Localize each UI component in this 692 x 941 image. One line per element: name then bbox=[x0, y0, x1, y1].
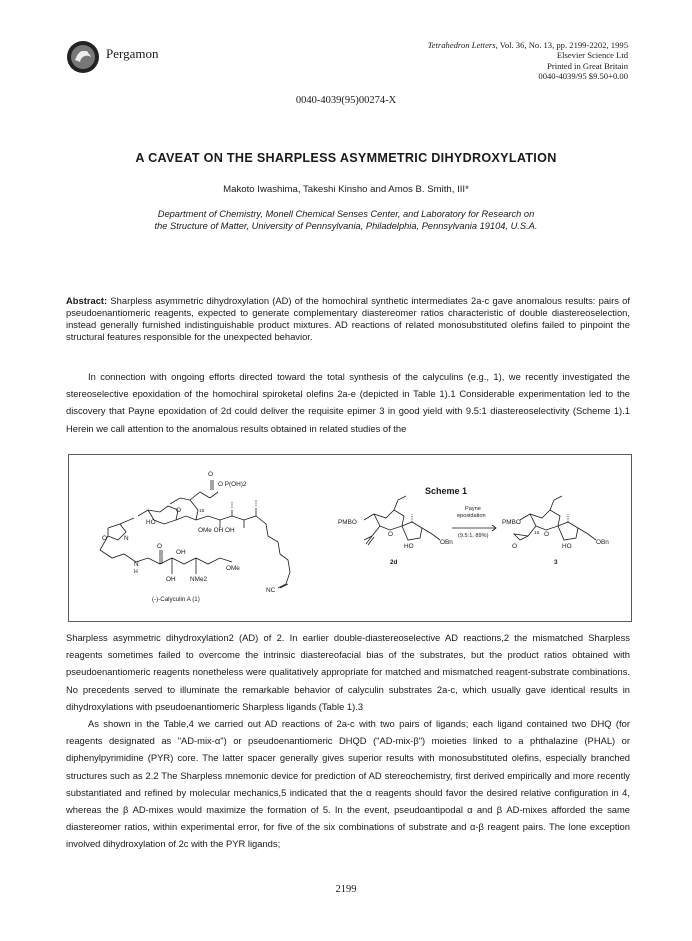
label-ho: HO bbox=[146, 519, 156, 526]
label-amide-h: H bbox=[134, 569, 138, 575]
reagent-line-3: (9.5:1, 89%) bbox=[458, 533, 489, 539]
structure-3-drawing bbox=[514, 496, 596, 540]
label-oxo: O bbox=[208, 471, 213, 478]
reagent-line-1: Payne bbox=[465, 506, 481, 512]
calyculin-atom-labels bbox=[102, 471, 276, 594]
copyright-line: Elsevier Science Ltd bbox=[556, 50, 628, 61]
author-list: Makoto Iwashima, Takeshi Kinsho and Amos B. Smith, III* bbox=[223, 184, 469, 195]
chemical-structures-figure bbox=[68, 454, 632, 622]
label-o-2d: O bbox=[388, 531, 393, 538]
affiliation-line-2: the Structure of Matter, University of Pennsylvania, Philadelphia, Pennsylvania 19104, U.S.A. bbox=[154, 221, 538, 231]
journal-name: Tetrahedron Letters bbox=[427, 40, 496, 50]
label-compound-3: 3 bbox=[554, 559, 558, 566]
doi-code: 0040-4039(95)00274-X bbox=[295, 95, 397, 106]
printed-line: Printed in Great Britain bbox=[547, 60, 628, 71]
label-pmbo-2d: PMBO bbox=[338, 519, 357, 526]
issn-line: 0040-4039/95 $9.50+0.00 bbox=[538, 71, 628, 82]
structure-3-labels bbox=[502, 519, 609, 566]
abstract-label: Abstract: bbox=[66, 295, 108, 306]
label-phosphate: O P(OH)2 bbox=[218, 481, 247, 488]
reagent-line-2: epoxidation bbox=[457, 513, 486, 519]
affiliation-line-1: Department of Chemistry, Monell Chemical Senses Center, and Laboratory for Research on bbox=[157, 209, 535, 219]
label-oxazole-o: O bbox=[102, 535, 107, 542]
body-section bbox=[66, 629, 630, 853]
label-ome-oh-oh: OMe OH OH bbox=[198, 527, 235, 534]
body-paragraph-1: Sharpless asymmetric dihydroxylation2 (AD) of 2. In earlier double-diastereoselective AD reactions,2 the mismatched Sharpless reagents sometimes failed to overcome the intrinsic diastereofacial bias of the substrates, but the product ratios obtained with pseudoenantiomeric reagents nonetheless were qualitatively appropriate for matched and mismatched reagent-substrate combinations. No precedents served to illuminate the remarkable behavior of calyculin substrates 2a-c, which usually gave identical results in dihydroxylations with pseudoenantiomeric Sharpless ligands (Table 1).3 bbox=[66, 632, 630, 712]
body-paragraph-2: As shown in the Table,4 we carried out AD reactions of 2a-c with two pairs of ligands; each ligand contained two DHQ (for reagents designated as "AD-mix-α") or pseudoenantiomeric DHQD ("AD-mix-β") moieties linked to a phthalazine (PHAL) or diphenylpyrimidine (PYR) core. The latter spacer generally gives superior results with monosubstituted olefins, especially branched structures such as 2.2 The Sharpless mnemonic device for prediction of AD stereochemistry, first derived empirically and more recently substantiated and refined by molecular mechanics,5 indicated that the α reagents should favor the desired relative configuration in 4, whereas the β AD-mixes would maximize the formation of 5. In the event, pseudoantipodal α and β AD-mixes afforded the same diastereomer ratios, within experimental error, for five of the six combinations of substrate and α-β reagent pairs. The lone exception involved dihydroxylation of 2c with the PYR ligands; bbox=[66, 718, 630, 850]
label-ring-o: O bbox=[176, 507, 181, 514]
label-obn-3: OBn bbox=[596, 539, 609, 546]
calyculin-structure-drawing bbox=[100, 480, 290, 588]
label-ho-2d: HO bbox=[404, 543, 414, 550]
abstract-text: Sharpless asymmetric dihydroxylation (AD) of the homochiral synthetic intermediates 2a-c gave anomalous results: pairs of pseudoenantiomeric reagents, expected to generate complementary diastereomer ratios characteristic of double diastereoselection, instead generally furnished indistinguishable product mixtures. AD reactions of related monosubstituted olefins failed to pinpoint the structural features responsible for the unexpected behavior. bbox=[66, 295, 631, 342]
label-pmbo-3: PMBO bbox=[502, 519, 521, 526]
structure-2d-labels bbox=[338, 519, 453, 566]
affiliation bbox=[80, 208, 612, 232]
abstract bbox=[66, 295, 630, 343]
label-amide-n: N bbox=[134, 561, 139, 568]
label-obn-2d: OBn bbox=[440, 539, 453, 546]
intro-section bbox=[66, 368, 630, 437]
journal-volume: , Vol. 36, No. 13, pp. 2199-2202, 1995 bbox=[495, 40, 628, 50]
label-compound-2d: 2d bbox=[390, 559, 398, 566]
compound-name: (-)-Calyculin A (1) bbox=[152, 596, 200, 603]
label-o-3: O bbox=[544, 531, 549, 538]
intro-paragraph: In connection with ongoing efforts directed toward the total synthesis of the calyculins (e.g., 1), we recently investigated the stereoselective epoxidation of the homochiral spiroketal olefins 2a-e (depicted in Table 1).1 Considerable experimentation led to the discovery that Payne epoxidation of 2d could deliver the requisite epimer 3 in good yield with 9.5:1 diastereoselectivity (Scheme 1).1 Herein we call attention to the anomalous results obtained in related studies of the bbox=[66, 371, 630, 434]
publisher-name: Pergamon bbox=[106, 46, 159, 61]
label-ho-3: HO bbox=[562, 543, 572, 550]
page-number: 2199 bbox=[335, 884, 357, 895]
scheme-title: Scheme 1 bbox=[425, 486, 468, 496]
label-oxazole-n: N bbox=[124, 535, 129, 542]
label-oh-mid: OH bbox=[176, 549, 186, 556]
label-epoxide-o: O bbox=[512, 543, 517, 550]
label-nme2: NMe2 bbox=[190, 576, 208, 583]
label-amide-o: O bbox=[157, 543, 162, 550]
label-c15-3: 15 bbox=[534, 531, 540, 536]
label-c15: 15 bbox=[199, 509, 205, 514]
pergamon-logo-icon bbox=[66, 40, 100, 74]
label-ome-lower: OMe bbox=[226, 565, 240, 572]
label-oh-lower: OH bbox=[166, 576, 176, 583]
reaction-arrow bbox=[452, 525, 496, 531]
label-nitrile: NC bbox=[266, 587, 276, 594]
structure-2d-drawing bbox=[364, 496, 440, 545]
journal-citation bbox=[428, 40, 628, 82]
article-title: A CAVEAT ON THE SHARPLESS ASYMMETRIC DIHYDROXYLATION bbox=[135, 151, 557, 165]
